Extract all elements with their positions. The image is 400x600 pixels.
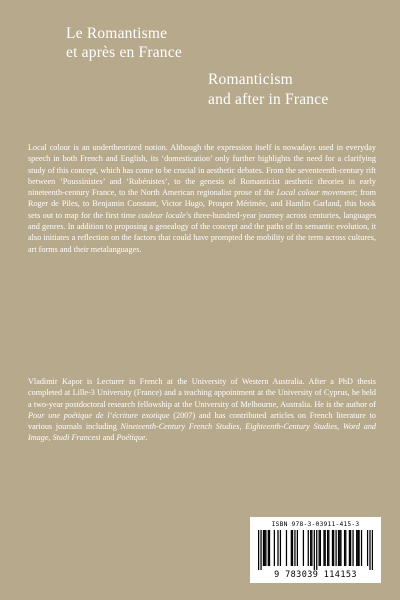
barcode-bar xyxy=(369,530,370,570)
barcode-bar xyxy=(316,530,317,570)
barcode-bar xyxy=(332,530,333,566)
barcode-bar xyxy=(303,530,304,566)
bio-paragraph xyxy=(28,376,376,444)
barcode-bar xyxy=(294,530,295,566)
bio-text: (2007) and has contributed articles on French literature to various journals including xyxy=(28,410,376,432)
barcode-bar xyxy=(338,530,339,566)
barcode-bar xyxy=(345,530,346,566)
bio-text: Vladimir Kapor is Lecturer in French at the University of Western Australia. After a PhD thesis completed at Lille-3 University (France) and a teaching appointment at the University of Cyprus, he held a two-year postdoctoral research fellowship at the University of Melbourne, Australia. He is the author of xyxy=(28,377,376,409)
barcode-bar xyxy=(357,530,358,566)
barcode-bar xyxy=(339,530,340,566)
barcode-bar xyxy=(352,530,353,566)
barcode-bar xyxy=(340,530,341,566)
barcode-bar xyxy=(328,530,329,566)
bio-book-title: Pour une poétique de l’écriture exotique xyxy=(28,410,170,420)
author-bio xyxy=(28,376,376,444)
isbn-label: ISBN 978-3-03911-415-3 xyxy=(271,521,360,528)
barcode-bar xyxy=(350,530,351,566)
barcode-bar xyxy=(258,530,259,570)
barcode-bar xyxy=(268,530,269,566)
barcode-bar xyxy=(265,530,266,566)
description-paragraph xyxy=(28,142,376,255)
bio-journal-title: Studi Francesi xyxy=(52,433,101,443)
description-italic-term: couleur locale xyxy=(138,210,186,220)
barcode-bar xyxy=(344,530,345,566)
barcode-bar xyxy=(335,530,336,566)
barcode-bar xyxy=(269,530,270,566)
bio-journal-title: Word and Image xyxy=(28,422,377,443)
english-title-line-1: Romanticism xyxy=(208,71,293,88)
bio-text: . xyxy=(145,433,148,443)
barcode-bar xyxy=(320,530,321,566)
barcode-bar xyxy=(311,530,312,566)
english-title-line-2: and after in France xyxy=(208,91,329,108)
bio-text: , xyxy=(239,422,246,432)
barcode-bar xyxy=(291,530,292,566)
barcode-bar xyxy=(280,530,281,566)
isbn-barcode-panel xyxy=(250,517,381,583)
description-text: ’s three-hundred-year journey across centuries, languages and genres. In addition to proposing a genealogy of the concept and the paths of its semantic evolution, it also initiates a reflection on the factors that could have prompted the mobility of the term across cultures, art forms and their metalanguages. xyxy=(28,210,376,254)
french-title-line-2: et après en France xyxy=(66,44,182,61)
barcode-bar xyxy=(367,530,368,566)
barcode-number: 9 783039 114153 xyxy=(274,570,357,580)
barcode-bar xyxy=(333,530,334,566)
barcode-bar xyxy=(314,530,315,570)
barcode-bar xyxy=(310,530,311,566)
french-title-line-1: Le Romantisme xyxy=(66,25,168,42)
bio-journal-title: Nineteenth-Century French Studies xyxy=(120,422,240,432)
barcode-bar xyxy=(264,530,265,566)
barcode-bar xyxy=(286,530,287,566)
barcode-bar xyxy=(260,530,261,570)
barcode-bar xyxy=(323,530,324,566)
bio-journal-title: Eighteenth-Century Studies xyxy=(245,422,338,432)
french-title xyxy=(66,24,182,62)
barcode-bar xyxy=(277,530,278,566)
barcode-image xyxy=(258,530,373,570)
barcode-bar xyxy=(274,530,275,566)
english-title xyxy=(208,70,328,110)
bio-text: , xyxy=(48,433,53,443)
bio-text: , xyxy=(337,422,343,432)
barcode-bar xyxy=(263,530,264,566)
description-italic-term: Local colour movement xyxy=(276,188,356,198)
book-description xyxy=(28,142,376,255)
barcode-bar xyxy=(372,530,373,570)
barcode-bar xyxy=(292,530,293,566)
barcode-bar xyxy=(325,530,326,566)
description-text: Local colour is an undertheorized notion. Although the expression itself is nowadays used in everyday speech in both French and English, its ‘domestication’ only further highlights the need for a clarifying study of this concept, which has come to be crucial in aesthetic debates. From the seventeenth-century rift between ‘Poussinistes’ and ‘Rubénistes’, to the genesis of Romanticist aesthetic theories in early nineteenth-century France, to the North American regionalist prose of the xyxy=(28,143,376,198)
barcode-bar xyxy=(358,530,359,566)
barcode-bar xyxy=(327,530,328,566)
description-text: ; from Roger de Piles, to Benjamin Constant, Victor Hugo, Prosper Mérimée, and Hamlin Garland, this book sets out to map for the first time xyxy=(28,188,376,220)
bio-text: and xyxy=(100,433,117,443)
barcode-bar xyxy=(319,530,320,566)
barcode-bar xyxy=(308,530,309,566)
barcode-bar xyxy=(297,530,298,566)
barcode-bar xyxy=(361,530,362,566)
barcode-bar xyxy=(356,530,357,566)
bio-journal-title: Poétique xyxy=(116,433,146,443)
barcode-bar xyxy=(349,530,350,566)
